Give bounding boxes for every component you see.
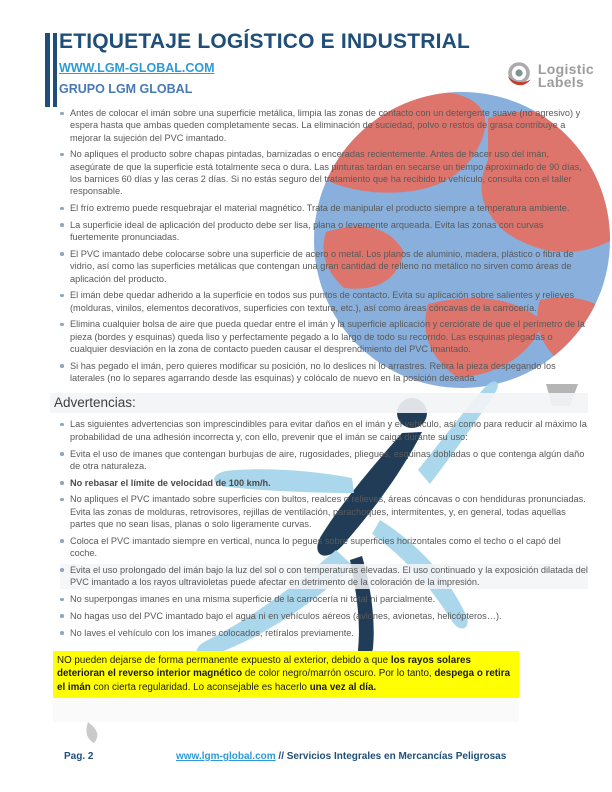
list-item xyxy=(60,593,588,605)
footer-tagline: // Servicios Integrales en Mercancías Peligrosas xyxy=(275,751,507,762)
list-item xyxy=(60,360,588,385)
bullet-text: No apliques el PVC imantado sobre superficies con bultos, realces o relieves, áreas cóncavas o con hendiduras pronunciadas. Evita las zonas de molduras, retrovisores, rejillas de ventilación, parachoques, intermitentes, y, en general, todas aquellas partes que no sean lisas, planas o solo ligeramente curvas. xyxy=(70,494,586,530)
list-item xyxy=(60,477,588,489)
warning-text-segment-bold: una vez al día. xyxy=(309,681,377,693)
bullet-text: El frío extremo puede resquebrajar el material magnético. Trata de manipular el producto siempre a temperatura ambiente. xyxy=(70,203,570,214)
logo-text-line2: Labels xyxy=(537,74,585,90)
warnings-section-heading: Advertencias: xyxy=(50,393,588,413)
bullet-text: Coloca el PVC imantado siempre en vertical, nunca lo pegues sobre superficies horizontales como el techo o el capó del coche. xyxy=(70,535,561,559)
website-link[interactable]: WWW.LGM-GLOBAL.COM xyxy=(59,61,215,75)
bullet-text: Evita el uso de imanes que contengan burbujas de aire, rugosidades, pliegues, esquinas dobladas o que contenga algún daño de otra naturaleza. xyxy=(70,448,585,471)
list-item xyxy=(60,418,588,443)
bullet-text: Evita el uso prolongado del imán bajo la luz del sol o con temperaturas elevadas. El uso continuado y la exposición dilatada del PVC imantado a los rayos ultravioletas puede afectar en detrimento de la coloración de la impresión. xyxy=(70,564,588,588)
bullet-icon xyxy=(60,364,64,368)
warnings-list xyxy=(60,418,588,638)
list-item xyxy=(60,289,588,314)
list-item xyxy=(60,564,588,589)
usage-instructions-list xyxy=(60,107,588,384)
bullet-icon xyxy=(60,598,64,602)
bullet-text: Elimina cualquier bolsa de aire que pueda quedar entre el imán y la superficie aplicación y cerciórate de que el perímetro de la pieza (bordes y esquinas) queda liso y perfectamente pegado a lo largo de todo su recorrido. Las esquinas plegadas o cualquier desviación en la zona de contacto pueden causar el desprendimiento del PVC imantado. xyxy=(70,319,585,355)
logo-text-line1: Logistic xyxy=(537,61,594,77)
bullet-icon xyxy=(60,539,64,543)
bullet-icon xyxy=(60,568,64,572)
bullet-icon xyxy=(60,323,64,327)
list-item xyxy=(60,248,588,285)
logo-globe-icon xyxy=(502,58,538,94)
group-name: GRUPO LGM GLOBAL xyxy=(59,82,193,96)
list-item xyxy=(60,219,588,244)
bullet-text: No apliques el producto sobre chapas pintadas, barnizadas o enceradas recientemente. Antes de hacer uso del imán, asegúrate de que la superficie está totalmente seca o dura. Las pinturas tardan en secarse un tiempo aproximado de 90 días, los barnices 60 días y las ceras 2 días. Si no estás seguro del tratamiento que ha recibido tu vehículo, consulta con el taller responsable. xyxy=(70,149,582,197)
highlighted-warning-box xyxy=(53,651,519,698)
bullet-icon xyxy=(60,498,64,502)
bullet-icon xyxy=(60,252,64,256)
bullet-text: Las siguientes advertencias son imprescindibles para evitar daños en el imán y el vehículo, así como para reducir al máximo la probabilidad de una adhesión incorrecta y, con ello, prevenir que el imán se caiga durante su uso: xyxy=(70,419,587,442)
bullet-icon xyxy=(60,631,64,635)
warning-text-segment: NO pueden dejarse de forma permanente expuesto al exterior, debido a que xyxy=(57,654,391,666)
bullet-icon xyxy=(60,614,64,618)
bullet-icon xyxy=(60,294,64,298)
warning-text-segment-bold: los rayos solares deterioran el reverso interior magnético xyxy=(57,654,471,680)
warning-text-segment: con cierta regularidad. Lo aconsejable es hacerlo xyxy=(90,681,310,693)
document-header xyxy=(45,30,594,96)
bullet-text: Si has pegado el imán, pero quieres modificar su posición, no lo deslices ni lo arrastres. Retira la pieza despegando los laterales (no lo separes agarrando desde las esquinas) y colócalo de nuevo en la posición deseada. xyxy=(70,360,556,384)
list-item xyxy=(60,448,588,473)
bullet-text: El imán debe quedar adherido a la superficie en todos sus puntos de contacto. Evita su aplicación sobre salientes y relieves (molduras, vinilos, elementos decorativos, superficies con textura, etc.), así como áreas cóncavas de la carrocería. xyxy=(70,290,575,313)
warning-text-segment-bold: despega o retira el imán xyxy=(57,668,511,693)
page-title: ETIQUETAJE LOGÍSTICO E INDUSTRIAL xyxy=(59,30,471,53)
bullet-icon xyxy=(60,112,64,116)
list-item xyxy=(60,535,588,560)
bullet-text: No laves el vehículo con los imanes colocados, retíralos previamente. xyxy=(70,627,354,638)
logistic-labels-logo xyxy=(502,58,594,94)
list-item xyxy=(60,627,588,639)
header-accent-bars xyxy=(45,33,57,107)
bullet-icon xyxy=(60,481,64,485)
bullet-icon xyxy=(60,207,64,211)
textbox-empty-area xyxy=(53,698,519,722)
bullet-icon xyxy=(60,423,64,427)
list-item xyxy=(60,610,588,622)
warning-text-segment: de color negro/marrón oscuro. Por lo tanto, xyxy=(242,668,435,680)
bullet-text: El PVC imantado debe colocarse sobre una superficie de acero o metal. Los planos de aluminio, madera, plástico o fibra de vidrio, así como las superficies metálicas que contengan una gran cantidad de relleno no metálico no sirven como áreas de aplicación del producto. xyxy=(70,248,574,284)
list-item xyxy=(60,202,588,214)
bullet-text: No hagas uso del PVC imantado bajo el agua ni en vehículos aéreos (aviones, avionetas, helicópteros…). xyxy=(70,610,502,621)
bullet-text: No superpongas imanes en una misma superficie de la carrocería ni total ni parcialmente. xyxy=(70,594,436,604)
list-item xyxy=(60,493,588,530)
bullet-text: Antes de colocar el imán sobre una superficie metálica, limpia las zonas de contacto con un detergente suave (no agresivo) y espera hasta que ambas queden completamente secas. La eliminación de suciedad, polvo o restos de grasa contribuye a mejorar la sujeción del PVC imantado. xyxy=(70,108,581,143)
footer-website-link[interactable]: www.lgm-global.com xyxy=(176,751,276,762)
list-item xyxy=(60,107,588,144)
list-item xyxy=(60,148,588,197)
bullet-icon xyxy=(60,452,64,456)
bullet-text: La superficie ideal de aplicación del producto debe ser lisa, plana o levemente arqueada. Evita las zonas con curvas fuertemente pronunciadas. xyxy=(70,219,544,243)
page-number: Pag. 2 xyxy=(64,751,94,762)
bullet-text: No rebasar el límite de velocidad de 100 km/h. xyxy=(70,477,271,488)
bullet-icon xyxy=(60,223,64,227)
list-item xyxy=(60,318,588,355)
bullet-icon xyxy=(60,153,64,157)
